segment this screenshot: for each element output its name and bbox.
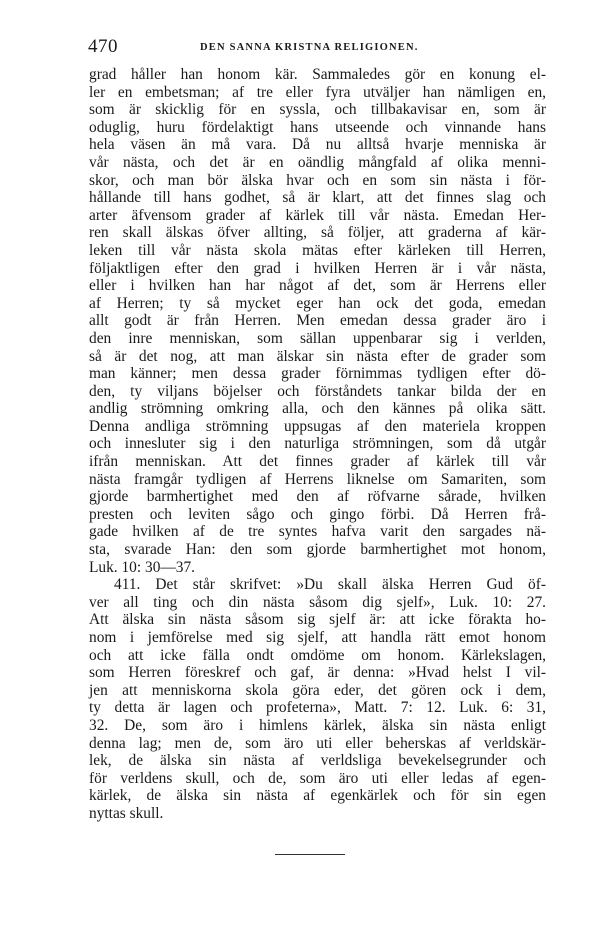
text-line: lek, de älska sin nästa af verldsliga bevekelsegrunder och: [89, 752, 546, 770]
text-line: andlig strömning omkring alla, och den kännes på olika sätt.: [89, 400, 546, 418]
paragraph-start-line: 411. Det står skrifvet: »Du skall älska Herren Gud öf-: [114, 576, 546, 594]
text-line: och att icke fälla ondt omdöme om honom. Kärlekslagen,: [89, 646, 546, 664]
text-line: eller i hvilken han har något af det, som är Herrens eller: [89, 277, 546, 295]
page-header: [88, 36, 544, 60]
text-line: man känner; men dessa grader förnimmas tydligen efter dö-: [89, 365, 546, 383]
running-head: DEN SANNA KRISTNA RELIGIONEN.: [200, 42, 419, 53]
text-line: vår nästa, och det är en oändlig mångfald af olika menni-: [89, 153, 546, 171]
text-line: presten och leviten sågo och gingo förbi. Då Herren frå-: [89, 505, 546, 523]
text-line: Luk. 10: 30—37.: [89, 558, 196, 576]
text-line: nästa framgår tydligen af Herrens liknelse om Samariten, som: [89, 470, 546, 488]
text-line: denna lag; men de, som äro uti eller beherskas af verldskär-: [89, 734, 546, 752]
text-line: ler en embetsman; af tre eller fyra utväljer han nämligen en,: [89, 83, 546, 101]
text-line: af Herren; ty så mycket eger han ock det goda, emedan: [89, 294, 546, 312]
text-line: skor, och man bör älska hvar och en som sin nästa i för-: [89, 171, 546, 189]
text-line: gade hvilken af de tre syntes hafva varit den sargades nä-: [89, 523, 546, 541]
text-line: nom i jemförelse med sig sjelf, att handla rätt emot honom: [89, 629, 546, 646]
text-line: oduglig, huru fördelaktigt hans utseende och vinnande hans: [89, 118, 546, 136]
text-line: jen att menniskorna skola göra eder, det gören ock i dem,: [89, 681, 546, 699]
text-line: ver all ting och din nästa såsom dig sjelf», Luk. 10: 27.: [89, 593, 546, 611]
text-line: den, ty viljans böjelser och förståndets tankar bilda der en: [89, 382, 546, 400]
text-line: och innesluter sig i den naturliga strömningen, som då utgår: [89, 435, 546, 453]
text-line: ty detta är lagen och profeterna», Matt. 7: 12. Luk. 6: 31,: [89, 699, 546, 717]
text-line: som är skicklig för en syssla, och tillbakavisar en, som är: [89, 101, 546, 119]
text-line: gjorde barmhertighet med den af röfvarne sårade, hvilken: [89, 488, 546, 506]
page-number: 470: [88, 36, 118, 57]
text-line: 32. De, som äro i himlens kärlek, älska sin nästa enligt: [89, 716, 546, 734]
text-line: Denna andliga strömning uppsugas af den materiela kroppen: [89, 417, 546, 435]
text-line: hållande till hans godhet, så är klart, att det finnes slag och: [89, 189, 546, 207]
text-line: hela väsen än må vara. Då nu alltså hvarje menniska är: [89, 136, 546, 154]
text-line: nyttas skull.: [89, 804, 164, 822]
text-line: grad håller han honom kär. Sammaledes gör en konung el-: [89, 66, 546, 83]
text-line: kärlek, de älska sin nästa af egenkärlek och för sin egen: [89, 787, 546, 805]
text-line: för verldens skull, och de, som äro uti eller ledas af egen-: [89, 769, 546, 787]
text-line: följaktligen efter den grad i hvilken Herren är i vår nästa,: [89, 259, 546, 277]
body-text: [89, 66, 546, 823]
text-line: Att älska sin nästa såsom sig sjelf är: att icke förakta ho-: [89, 611, 546, 629]
text-line: allt godt är från Herren. Men emedan dessa grader äro i: [89, 312, 546, 330]
end-rule: [275, 854, 345, 855]
text-line: som Herren föreskref och gaf, är denna: »Hvad helst I vil-: [89, 664, 546, 682]
text-line: arter äfvensom grader af kärlek till vår nästa. Emedan Her-: [89, 206, 546, 224]
text-line: den inre menniskan, som sällan uppenbarar sig i verlden,: [89, 329, 546, 347]
text-line: leken till vår nästa skola mätas efter kärleken till Herren,: [89, 241, 546, 259]
text-line: så är det nog, att man älskar sin nästa efter de grader som: [89, 347, 546, 365]
text-line: ifrån menniskan. Att det finnes grader af kärlek till vår: [89, 453, 546, 471]
text-line: ren skall älskas öfver allting, så följer, att graderna af kär-: [89, 224, 546, 242]
text-line: sta, svarade Han: den som gjorde barmhertighet mot honom,: [89, 541, 546, 559]
